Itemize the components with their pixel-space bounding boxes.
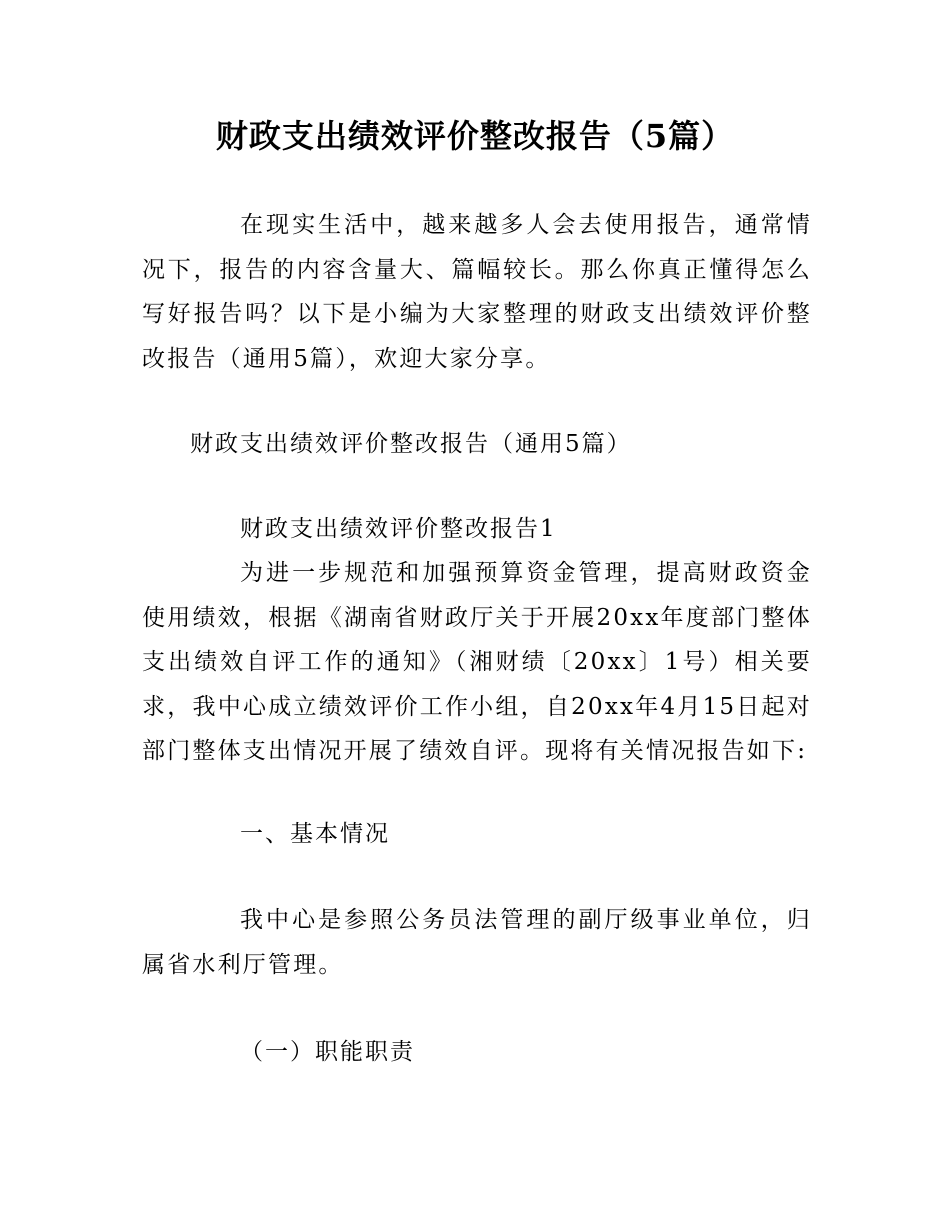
intro-paragraph: 在现实生活中，越来越多人会去使用报告，通常情况下，报告的内容含量大、篇幅较长。那么你真正懂得怎么写好报告吗？以下是小编为大家整理的财政支出绩效评价整改报告（通用5篇），欢迎大家分享。 xyxy=(142,212,812,372)
section-1-body-paragraph: 我中心是参照公务员法管理的副厅级事业单位，归属省水利厅管理。 xyxy=(142,907,812,978)
report-1-heading: 财政支出绩效评价整改报告1 xyxy=(240,516,557,542)
subsection-1-heading: （一）职能职责 xyxy=(240,1039,415,1065)
report-1-body-paragraph: 为进一步规范和加强预算资金管理，提高财政资金使用绩效，根据《湖南省财政厅关于开展20xx年度部门整体支出绩效自评工作的通知》（湘财绩〔20xx〕1号）相关要求，我中心成立绩效评价工作小组，自20xx年4月15日起对部门整体支出情况开展了绩效自评。现将有关情况报告如下: xyxy=(142,560,812,765)
collection-subtitle: 财政支出绩效评价整改报告（通用5篇） xyxy=(190,431,632,457)
section-1-heading: 一、基本情况 xyxy=(240,821,390,847)
document-title: 财政支出绩效评价整改报告（5篇） xyxy=(215,117,735,155)
